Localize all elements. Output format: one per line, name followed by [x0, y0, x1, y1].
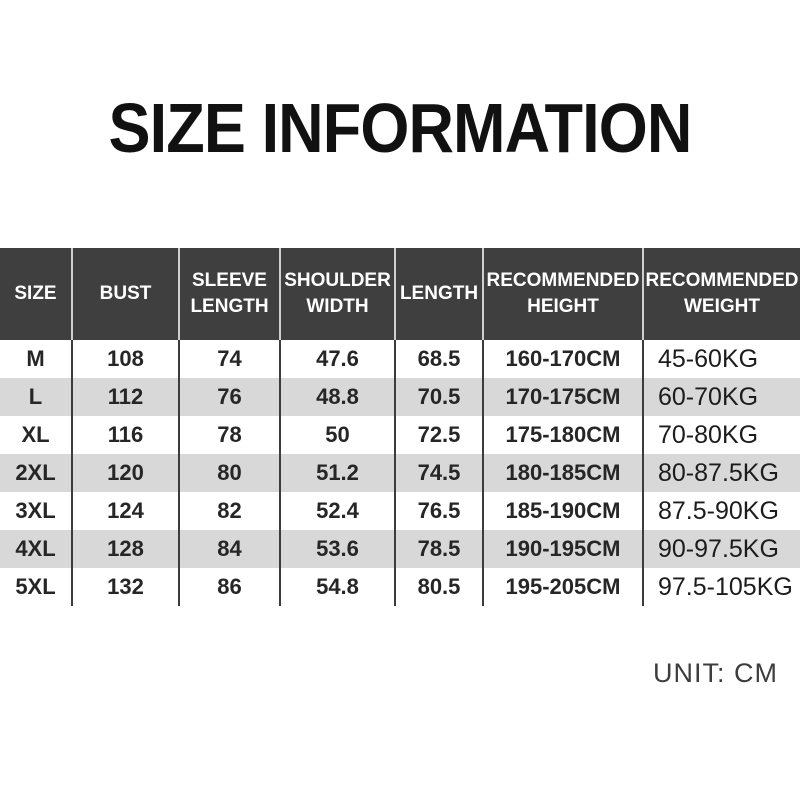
cell-recommended-height: 170-175CM [484, 378, 644, 416]
cell-bust: 128 [73, 530, 180, 568]
header-cell-sleeve-length [180, 248, 281, 340]
header-label: RECOMMENDED [645, 270, 799, 291]
cell-size: M [0, 340, 73, 378]
cell-shoulder-width: 51.2 [281, 454, 396, 492]
cell-bust: 112 [73, 378, 180, 416]
cell-length: 78.5 [396, 530, 484, 568]
table-header-row [0, 248, 800, 340]
cell-size: 5XL [0, 568, 73, 606]
header-label: LENGTH [190, 296, 269, 317]
table-row [0, 378, 800, 416]
header-label: WEIGHT [684, 296, 760, 317]
page-title: SIZE INFORMATION [108, 89, 692, 167]
header-cell-recommended-height [484, 248, 644, 340]
cell-recommended-weight: 97.5-105KG [658, 572, 793, 601]
header-label: HEIGHT [527, 296, 599, 317]
table-row [0, 454, 800, 492]
cell-size: 3XL [0, 492, 73, 530]
cell-recommended-height: 175-180CM [484, 416, 644, 454]
cell-recommended-height: 195-205CM [484, 568, 644, 606]
cell-shoulder-width: 48.8 [281, 378, 396, 416]
cell-length: 76.5 [396, 492, 484, 530]
cell-length: 72.5 [396, 416, 484, 454]
cell-size: 2XL [0, 454, 73, 492]
cell-sleeve-length: 84 [180, 530, 281, 568]
header-label: SHOULDER [284, 270, 391, 291]
cell-shoulder-width: 54.8 [281, 568, 396, 606]
header-label: LENGTH [399, 283, 479, 304]
cell-sleeve-length: 82 [180, 492, 281, 530]
cell-length: 68.5 [396, 340, 484, 378]
cell-recommended-weight: 87.5-90KG [658, 496, 779, 525]
cell-sleeve-length: 78 [180, 416, 281, 454]
header-label: BUST [99, 283, 152, 304]
header-cell-shoulder-width [281, 248, 396, 340]
cell-recommended-weight: 60-70KG [658, 382, 759, 411]
header-cell-length [396, 248, 484, 340]
cell-recommended-weight: 80-87.5KG [658, 458, 779, 487]
header-cell-bust [73, 248, 180, 340]
cell-shoulder-width: 53.6 [281, 530, 396, 568]
cell-shoulder-width: 50 [281, 416, 396, 454]
table-row [0, 492, 800, 530]
header-label: SIZE [14, 283, 57, 304]
cell-size: XL [0, 416, 73, 454]
table-row [0, 340, 800, 378]
header-label: RECOMMENDED [486, 270, 640, 291]
header-cell-size [0, 248, 73, 340]
cell-bust: 132 [73, 568, 180, 606]
cell-bust: 108 [73, 340, 180, 378]
cell-recommended-height: 160-170CM [484, 340, 644, 378]
cell-recommended-weight: 90-97.5KG [658, 534, 779, 563]
cell-length: 80.5 [396, 568, 484, 606]
cell-bust: 124 [73, 492, 180, 530]
unit-note: UNIT: CM [653, 658, 778, 688]
cell-size: 4XL [0, 530, 73, 568]
cell-sleeve-length: 86 [180, 568, 281, 606]
cell-bust: 116 [73, 416, 180, 454]
cell-length: 74.5 [396, 454, 484, 492]
cell-recommended-height: 180-185CM [484, 454, 644, 492]
cell-bust: 120 [73, 454, 180, 492]
table-row [0, 530, 800, 568]
cell-size: L [0, 378, 73, 416]
header-label: SLEEVE [192, 270, 267, 291]
cell-shoulder-width: 47.6 [281, 340, 396, 378]
size-table [0, 248, 800, 606]
header-label: WIDTH [306, 296, 369, 317]
table-row [0, 416, 800, 454]
cell-recommended-weight: 45-60KG [658, 344, 759, 373]
cell-recommended-height: 185-190CM [484, 492, 644, 530]
cell-recommended-weight: 70-80KG [658, 420, 759, 449]
cell-sleeve-length: 80 [180, 454, 281, 492]
cell-recommended-height: 190-195CM [484, 530, 644, 568]
header-cell-recommended-weight [644, 248, 800, 340]
cell-length: 70.5 [396, 378, 484, 416]
cell-sleeve-length: 74 [180, 340, 281, 378]
cell-shoulder-width: 52.4 [281, 492, 396, 530]
table-row [0, 568, 800, 606]
cell-sleeve-length: 76 [180, 378, 281, 416]
